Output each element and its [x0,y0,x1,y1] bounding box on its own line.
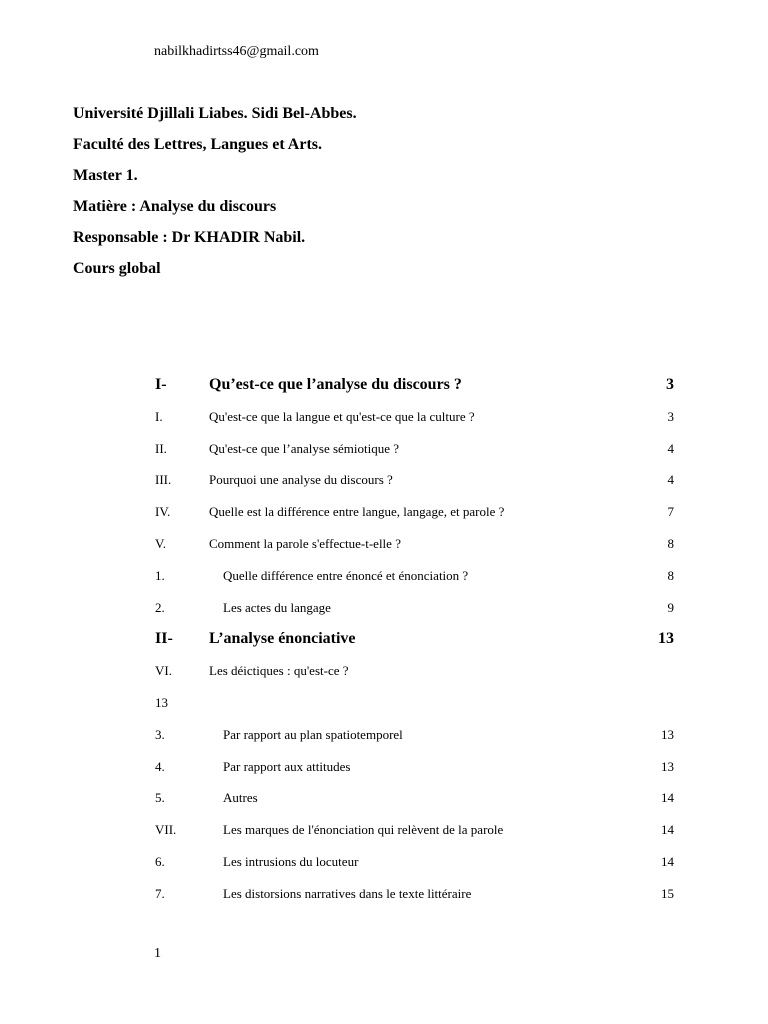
toc-entry-number: 7. [155,885,165,901]
toc-entry-number: VII. [155,822,177,838]
toc-entry-number: III. [155,472,172,488]
toc-entry-title[interactable]: Les déictiques : qu'est-ce ? [209,663,349,679]
toc-entry-page: 7 [667,504,674,520]
toc-entry-page: 9 [667,599,674,615]
toc-entry-page: 14 [661,822,674,838]
toc-entry-number: I- [155,376,167,393]
toc-entry-title[interactable]: L’analyse énonciative [209,630,356,648]
toc-entry-page: 13 [661,726,674,742]
toc-entry-title[interactable]: Les intrusions du locuteur [223,853,359,869]
toc-entry-page: 13 [658,630,674,648]
course-title: Cours global [73,260,161,277]
toc-entry[interactable] [0,884,768,916]
toc-entry-page: 4 [667,472,674,488]
toc-entry-number: VI. [155,663,172,679]
toc-entry[interactable] [0,693,768,725]
toc-entry[interactable] [0,757,768,789]
toc-entry-page: 3 [666,376,674,393]
toc-entry-page: 3 [667,408,674,424]
toc-entry-title[interactable]: Qu'est-ce que l’analyse sémiotique ? [209,440,400,456]
toc-entry-number: II. [155,440,167,456]
toc-entry-title[interactable]: Par rapport au plan spatiotemporel [223,726,403,742]
toc-entry-title[interactable]: Quelle différence entre énoncé et énonciation ? [223,567,469,583]
subject-line: Matière : Analyse du discours [73,198,277,215]
toc-entry-title[interactable]: Qu’est-ce que l’analyse du discours ? [209,376,462,393]
page-number: 1 [154,946,161,961]
toc-entry-page: 14 [661,853,674,869]
toc-entry-number: V. [155,535,166,551]
document-header [73,104,357,290]
table-of-contents [0,375,768,916]
toc-entry-number: 6. [155,853,165,869]
toc-entry-number: II- [155,630,173,648]
toc-entry-number: IV. [155,504,171,520]
toc-entry-title[interactable]: Les distorsions narratives dans le texte littéraire [223,885,472,901]
toc-entry-title[interactable]: Comment la parole s'effectue-t-elle ? [209,535,401,551]
toc-entry-number: I. [155,408,163,424]
toc-entry[interactable] [0,407,768,439]
toc-entry[interactable] [0,629,768,661]
toc-entry[interactable] [0,439,768,471]
toc-entry-title[interactable]: Pourquoi une analyse du discours ? [209,472,393,488]
toc-entry[interactable] [0,788,768,820]
toc-entry-page: 15 [661,885,674,901]
toc-entry-title[interactable]: Autres [223,790,258,806]
toc-entry-number: 1. [155,567,165,583]
toc-entry-number: 3. [155,726,165,742]
toc-entry-page: 13 [661,758,674,774]
instructor-line: Responsable : Dr KHADIR Nabil. [73,229,306,246]
toc-entry[interactable] [0,502,768,534]
toc-entry-title[interactable]: Par rapport aux attitudes [223,758,351,774]
toc-entry-number: 13 [155,694,168,710]
toc-entry[interactable] [0,820,768,852]
toc-entry[interactable] [0,470,768,502]
toc-entry-title[interactable]: Les actes du langage [223,599,331,615]
university-line: Université Djillali Liabes. Sidi Bel-Abbes. [73,105,357,122]
toc-entry[interactable] [0,725,768,757]
toc-entry-number: 2. [155,599,165,615]
toc-entry-page: 8 [667,567,674,583]
author-email: nabilkhadirtss46@gmail.com [154,44,319,59]
toc-entry-number: 5. [155,790,165,806]
toc-entry[interactable] [0,661,768,693]
toc-entry[interactable] [0,375,768,407]
toc-entry-title[interactable]: Les marques de l'énonciation qui relèvent de la parole [223,822,504,838]
faculty-line: Faculté des Lettres, Langues et Arts. [73,136,322,153]
toc-entry[interactable] [0,534,768,566]
toc-entry-title[interactable]: Quelle est la différence entre langue, langage, et parole ? [209,504,505,520]
toc-entry-page: 8 [667,535,674,551]
toc-entry[interactable] [0,852,768,884]
toc-entry-title[interactable]: Qu'est-ce que la langue et qu'est-ce que la culture ? [209,408,475,424]
level-line: Master 1. [73,167,138,184]
toc-entry[interactable] [0,598,768,630]
toc-entry-page: 14 [661,790,674,806]
toc-entry-page: 4 [667,440,674,456]
toc-entry-number: 4. [155,758,165,774]
toc-entry[interactable] [0,566,768,598]
